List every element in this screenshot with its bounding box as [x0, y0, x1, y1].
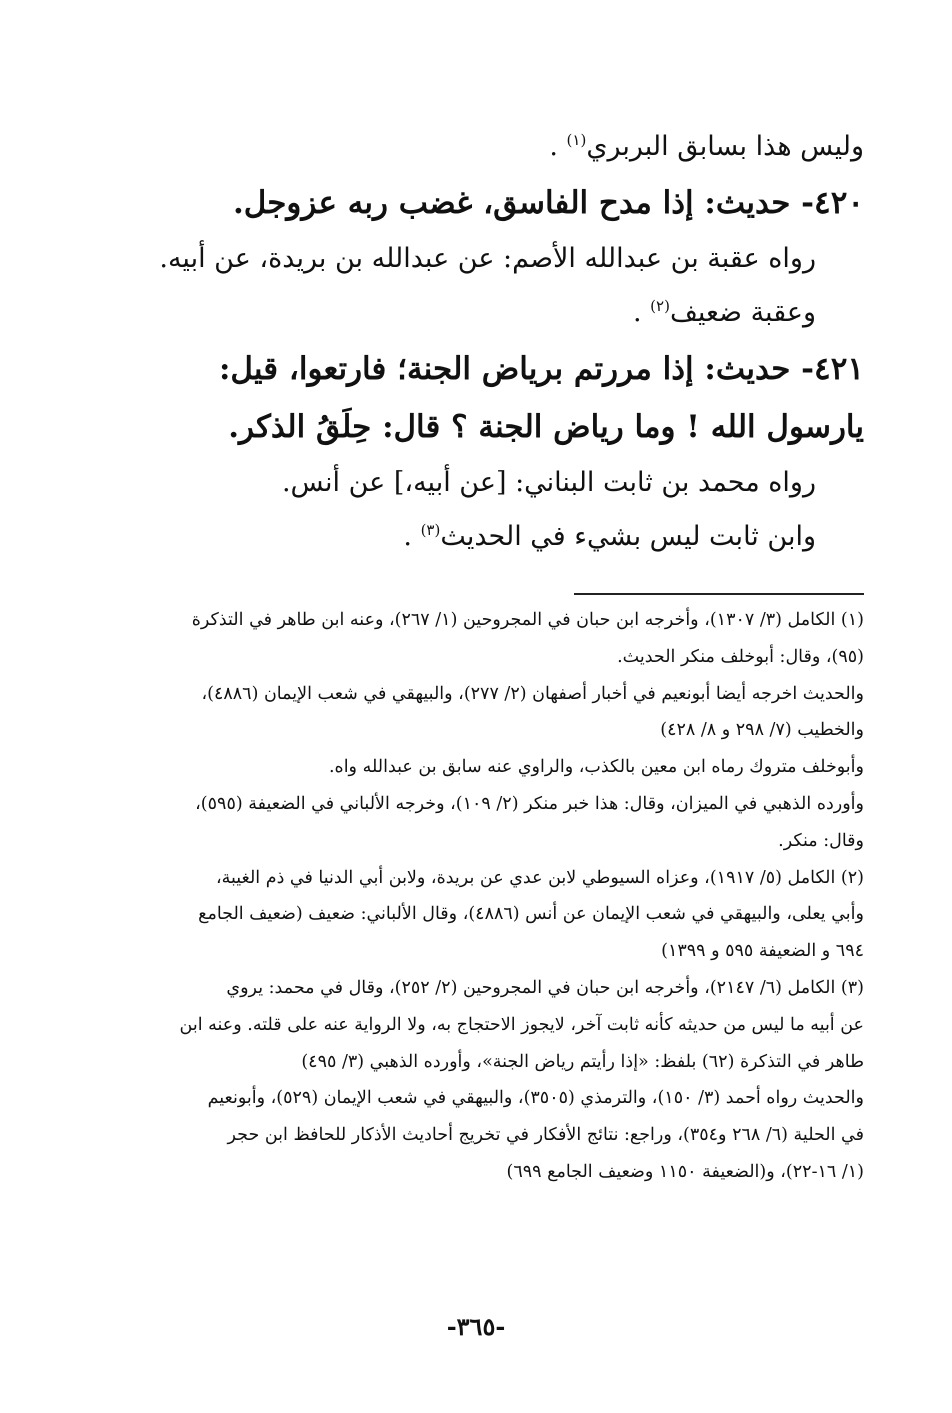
- footnote-line: (١/ ١٦-٢٢)، و(الضعيفة ١١٥٠ وضعيف الجامع ٦٩٩): [506, 1161, 864, 1182]
- footnote-ref-1: (١): [566, 131, 587, 149]
- footnote-line: ٦٩٤ و الضعيفة ٥٩٥ و ١٣٩٩): [661, 941, 864, 962]
- page-number: -٣٦٥-: [446, 1312, 506, 1341]
- grading-end-420: .: [632, 297, 642, 328]
- footnote-line: وأبوخلف متروك رماه ابن معين بالكذب، والراوي عنه سابق بن عبدالله واه.: [328, 757, 864, 778]
- footnote-divider: [574, 593, 864, 595]
- hadith-421-grading: [84, 510, 864, 564]
- grading-end-421: .: [403, 521, 412, 552]
- hadith-420-grading: [84, 286, 864, 340]
- footnote-line: والحديث رواه أحمد (٣/ ١٥٠)، والترمذي (٣٥٠٥)، والبيهقي في شعب الإيمان (٥٢٩)، وأبونعيم: [207, 1088, 864, 1109]
- hadith-420-heading: ٤٢٠- حديث: إذا مدح الفاسق، غضب ربه عزوجل.: [232, 185, 864, 221]
- intro-text: وليس هذا بسابق البربري: [586, 131, 864, 162]
- hadith-421-heading-2: يارسول الله ! وما رياض الجنة ؟ قال: حِلَقُ الذكر.: [228, 409, 864, 445]
- footnote-line: (١) الكامل (٣/ ١٣٠٧)، وأخرجه ابن حبان في المجروحين (١/ ٢٦٧)، وعنه ابن طاهر في التذكرة: [191, 610, 864, 630]
- footnote-line: والخطيب (٧/ ٢٩٨ و ٨/ ٤٢٨): [660, 720, 864, 741]
- main-text: [84, 120, 864, 564]
- footnote-line: وقال: منكر.: [778, 830, 864, 851]
- intro-end: .: [549, 131, 558, 162]
- footnote-line: في الحلية (٦/ ٢٦٨ و٣٥٤)، وراجع: نتائج الأفكار في تخريج أحاديث الأذكار للحافظ ابن حجر: [227, 1125, 864, 1146]
- footnote-ref-2: (٢): [650, 297, 670, 315]
- footnote-line: والحديث اخرجه أيضا أبونعيم في أخبار أصفهان (٢/ ٢٧٧)، والبيهقي في شعب الإيمان (٤٨٨٦)،: [201, 683, 864, 704]
- hadith-420-narration: رواه عقبة بن عبدالله الأصم: عن عبدالله بن بريدة، عن أبيه.: [159, 243, 816, 274]
- footnote-line: (٣) الكامل (٦/ ٢١٤٧)، وأخرجه ابن حبان في المجروحين (٢/ ٢٥٢)، وقال في محمد: يروي: [226, 977, 864, 998]
- grading-text-420: وعقبة ضعيف: [669, 297, 816, 328]
- hadith-421-heading-1: ٤٢١- حديث: إذا مررتم برياض الجنة؛ فارتعوا، قيل:: [218, 351, 864, 387]
- grading-text-421: وابن ثابت ليس بشيء في الحديث: [440, 521, 816, 552]
- text-line-intro: [84, 120, 864, 174]
- footnotes: [84, 602, 864, 1191]
- footnote-ref-3: (٣): [420, 521, 441, 539]
- footnote-line: عن أبيه ما ليس من حديثه كأنه ثابت آخر، لايجوز الاحتجاج به، ولا الرواية عنه على قلته. وعنه ابن: [179, 1014, 864, 1035]
- footnote-line: طاهر في التذكرة (٦٢) بلفظ: «إذا رأيتم رياض الجنة»، وأورده الذهبي (٣/ ٤٩٥): [301, 1051, 864, 1072]
- footnote-line: (٢) الكامل (٥/ ١٩١٧)، وعزاه السيوطي لابن عدي عن بريدة، ولابن أبي الدنيا في ذم الغيبة،: [215, 867, 864, 888]
- hadith-421-narration: رواه محمد بن ثابت البناني: [عن أبيه،] عن أنس.: [281, 467, 816, 498]
- footnote-line: (٩٥)، وقال: أبوخلف منكر الحديث.: [617, 646, 864, 667]
- footnote-line: وأورده الذهبي في الميزان، وقال: هذا خبر منكر (٢/ ١٠٩)، وخرجه الألباني في الضعيفة (٥٩٥)،: [195, 793, 864, 814]
- footnote-line: وأبي يعلى، والبيهقي في شعب الإيمان عن أنس (٤٨٨٦)، وقال الألباني: ضعيف (ضعيف الجامع: [198, 904, 864, 925]
